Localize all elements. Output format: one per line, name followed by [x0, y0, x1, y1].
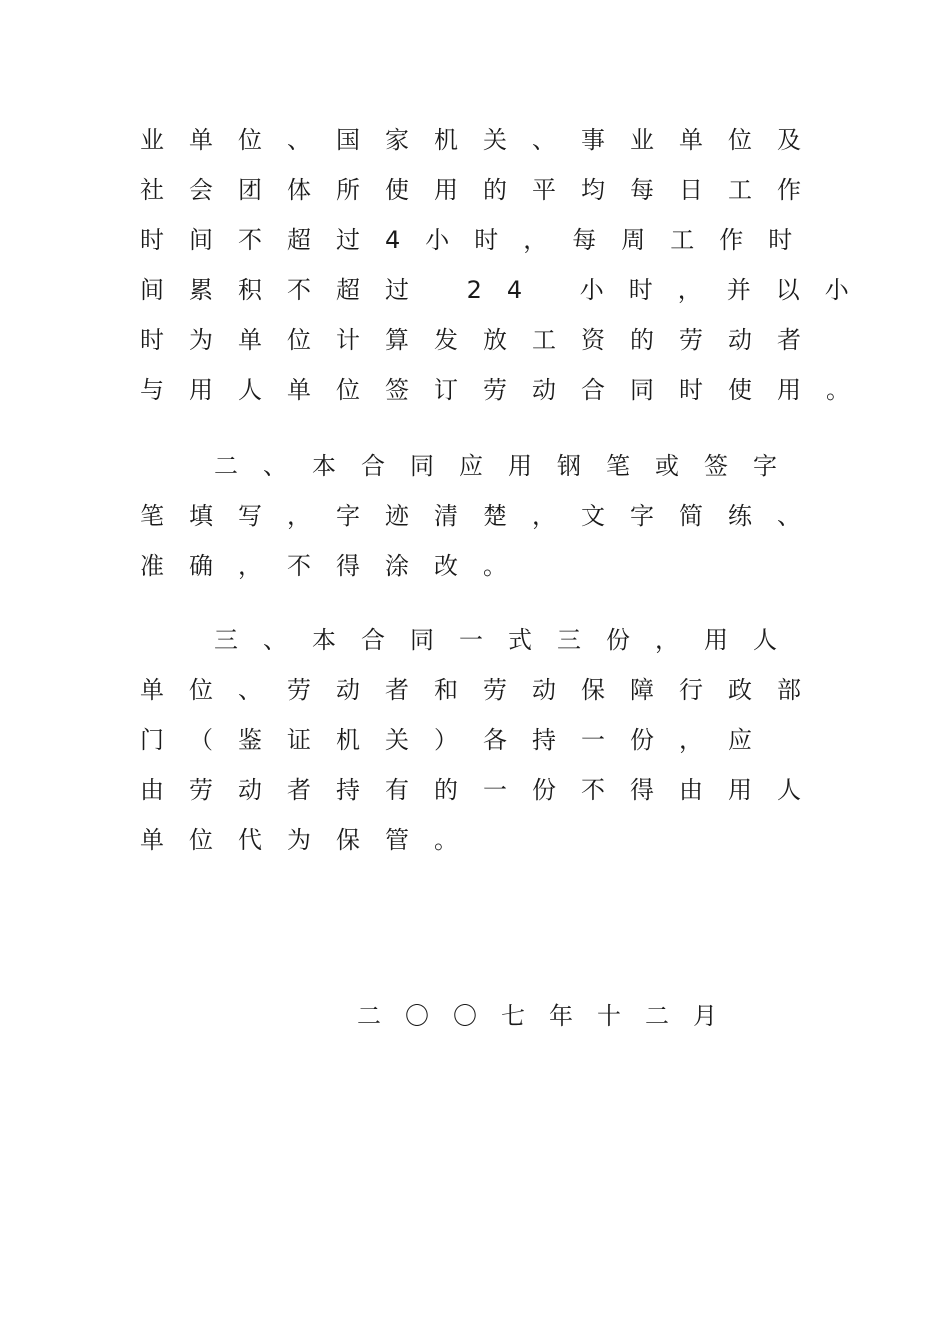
text-line: 单位代为保管。	[140, 826, 483, 854]
text-line: 由劳动者持有的一份不得由用人	[140, 776, 826, 804]
text-line: 三、本合同一式三份，用人	[214, 626, 802, 654]
text-line: 门（鉴证机关）各持一份，应	[140, 726, 777, 754]
text-line: 间累积不超过 24 小时，并以小	[140, 276, 874, 304]
paragraph-writing-instructions	[140, 452, 840, 602]
paragraph-usage-scope	[140, 126, 875, 426]
text-line: 时为单位计算发放工资的劳动者	[140, 326, 826, 354]
text-line: 二、本合同应用钢笔或签字	[214, 452, 802, 480]
text-line: 单位、劳动者和劳动保障行政部	[140, 676, 826, 704]
text-line: 业单位、国家机关、事业单位及	[140, 126, 826, 154]
text-line: 社会团体所使用的平均每日工作	[140, 176, 826, 204]
document-date: 二〇〇七年十二月	[357, 1002, 741, 1030]
text-line: 与用人单位签订劳动合同时使用。	[140, 376, 875, 404]
text-line: 准确，不得涂改。	[140, 552, 532, 580]
text-line: 笔填写，字迹清楚，文字简练、	[140, 502, 826, 530]
paragraph-copies	[140, 626, 840, 876]
text-line: 时间不超过4小时，每周工作时	[140, 226, 818, 254]
